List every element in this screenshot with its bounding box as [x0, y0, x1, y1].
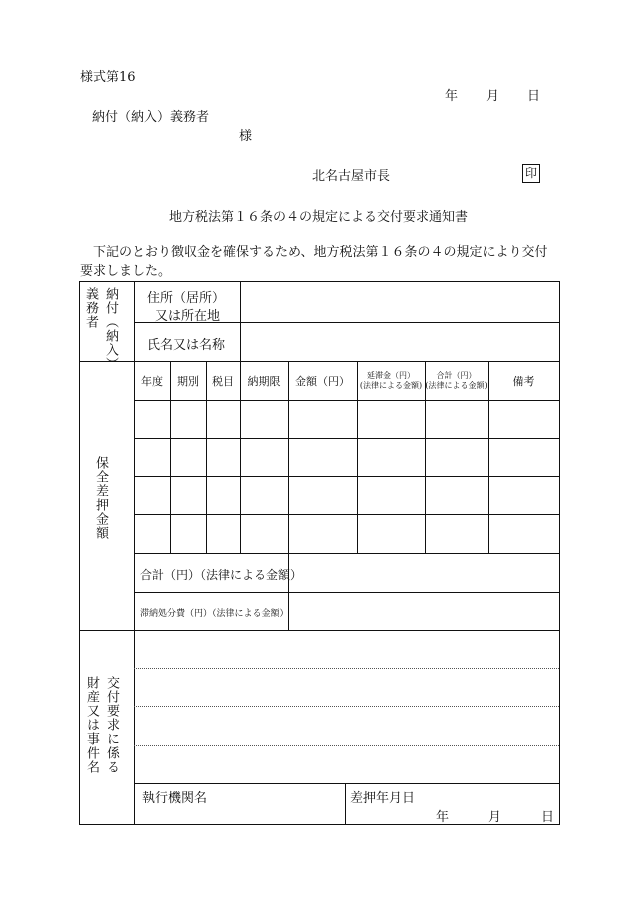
- form-number: 様式第16: [80, 70, 136, 85]
- col-header-total-title: 合計（円）: [436, 370, 477, 380]
- col-header-tax-item: 税目: [212, 374, 234, 388]
- col-header-fiscal-year: 年度: [141, 374, 163, 388]
- seal-mark: 印: [522, 164, 540, 183]
- col-header-remarks: 備考: [512, 374, 535, 388]
- col-header-period: 期別: [177, 374, 199, 388]
- date-year-label: 年: [445, 89, 459, 104]
- name-label: 氏名又は名称: [147, 338, 226, 353]
- body-text: 下記のとおり徴収金を確保するため、地方税法第１６条の４の規定により交付要求しました。: [80, 245, 548, 279]
- honorific: 様: [239, 129, 253, 144]
- seizure-day-label: 日: [541, 810, 555, 825]
- agency-label: 執行機関名: [142, 791, 208, 806]
- seizure-date-label: 差押年月日: [350, 791, 416, 806]
- fee-label: 滞納処分費（円）（法律による金額）: [140, 609, 289, 619]
- address-label-line1: 住所（居所）: [147, 291, 226, 306]
- col-header-delinquent-title: 延滞金（円）: [367, 370, 415, 380]
- seizure-year-label: 年: [436, 810, 450, 825]
- obligor-section-label: 義務者: [83, 287, 98, 329]
- col-header-delinquent: [357, 361, 425, 400]
- obligor-section-sublabel: 納付（納入）: [103, 287, 118, 371]
- page-title: 地方税法第１６条の４の規定による交付要求通知書: [169, 210, 469, 225]
- obligor-label: 納付（納入）義務者: [92, 110, 210, 125]
- property-section-label: 財産又は事件名: [84, 676, 99, 774]
- col-header-delinquent-note: (法律による金額): [359, 380, 423, 390]
- address-label-line2: 又は所在地: [155, 309, 221, 324]
- property-section-sublabel: 交付要求に係る: [104, 676, 119, 774]
- seizure-month-label: 月: [488, 810, 502, 825]
- issuer-name: 北名古屋市長: [312, 169, 391, 184]
- col-header-due-date: 納期限: [247, 374, 281, 388]
- date-day-label: 日: [527, 89, 541, 104]
- amount-section-label: 保全差押金額: [93, 456, 108, 540]
- col-header-amount: 金額（円）: [295, 374, 350, 388]
- date-month-label: 月: [486, 89, 500, 104]
- total-label: 合計（円）（法律による金額）: [140, 568, 303, 582]
- col-header-total: [425, 361, 488, 400]
- col-header-total-note: (法律による金額): [425, 380, 488, 390]
